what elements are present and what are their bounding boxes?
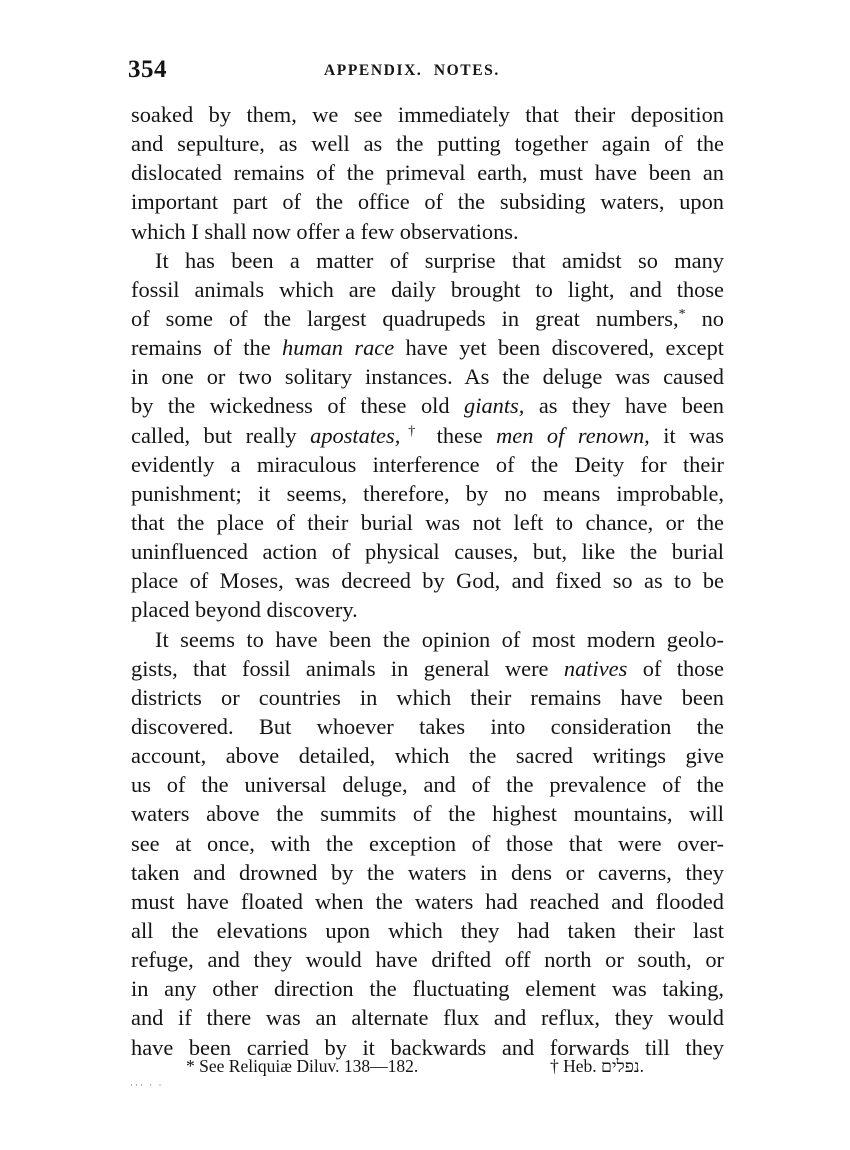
text-line	[131, 391, 724, 420]
body-text	[131, 100, 724, 1062]
text-line: It seems to have been the opinion of most modern geolo-	[155, 626, 724, 652]
page-header	[128, 56, 724, 92]
page-number: 354	[128, 56, 167, 83]
text-fragment: these	[423, 422, 497, 448]
text-fragment: of those	[627, 655, 724, 681]
text-line: fossil animals which are daily brought to light, and those	[131, 276, 724, 302]
text-fragment: it was	[649, 422, 725, 448]
text-line: all the elevations upon which they had taken their last	[131, 917, 724, 943]
text-line: dislocated remains of the primeval earth, must have been an	[131, 160, 724, 186]
text-line: discovered. But whoever takes into consideration the	[131, 713, 724, 739]
text-fragment: as they have been	[524, 393, 724, 419]
text-line	[131, 304, 724, 333]
footnote-mark: †	[400, 423, 424, 439]
footnote-2: † Heb. נפלים.	[550, 1056, 644, 1076]
text-line: must have floated when the waters had reached and flooded	[131, 888, 724, 914]
text-line: It has been a matter of surprise that amidst so many	[155, 247, 724, 273]
text-line: have been carried by it backwards and forwards till they	[131, 1034, 724, 1060]
italic-text: men of renown,	[496, 422, 650, 448]
text-line: in one or two solitary instances. As the deluge was caused	[131, 364, 724, 390]
text-line: waters above the summits of the highest mountains, will	[131, 801, 724, 827]
italic-text: giants,	[464, 393, 525, 419]
text-line: soaked by them, we see immediately that their deposition	[131, 102, 724, 127]
text-line: and sepulture, as well as the putting together again of the	[131, 131, 724, 157]
text-fragment: by the wickedness of these old	[131, 393, 450, 419]
text-line: refuge, and they would have drifted off north or south, or	[131, 947, 724, 973]
text-line: taken and drowned by the waters in dens or caverns, they	[131, 859, 724, 885]
text-line: us of the universal deluge, and of the prevalence of the	[131, 772, 724, 798]
text-line: in any other direction the fluctuating element was taking,	[131, 976, 724, 1002]
text-line: and if there was an alternate flux and reflux, they would	[131, 1005, 724, 1031]
italic-text: human race	[282, 335, 395, 361]
text-line: punishment; it seems, therefore, by no means improbable,	[131, 480, 724, 506]
running-head: APPENDIX. NOTES.	[324, 62, 500, 79]
text-line: districts or countries in which their remains have been	[131, 684, 724, 710]
text-fragment: no	[685, 305, 724, 331]
footnote-1: * See Reliquiæ Diluv. 138—182.	[186, 1056, 419, 1076]
text-fragment: remains of the	[131, 335, 271, 361]
text-line: important part of the office of the subsiding waters, upon	[131, 189, 724, 215]
text-line: placed beyond discovery.	[131, 597, 358, 623]
text-fragment: of some of the largest quadrupeds in great numbers,	[131, 305, 679, 331]
text-line	[131, 654, 724, 683]
italic-text: natives	[563, 655, 628, 681]
italic-text: apostates,	[310, 422, 401, 448]
text-fragment: called, but really	[131, 422, 297, 448]
text-line	[131, 421, 724, 450]
text-line: see at once, with the exception of those that were over-	[131, 830, 724, 856]
text-line: evidently a miraculous interference of the Deity for their	[131, 451, 724, 477]
text-line: place of Moses, was decreed by God, and fixed so as to be	[131, 568, 724, 594]
printing-speck: ··· · ·	[130, 1080, 164, 1090]
text-fragment: gists, that fossil animals in general were	[131, 655, 549, 681]
footnote-mark: *	[678, 306, 686, 322]
text-line: that the place of their burial was not left to chance, or the	[131, 509, 724, 535]
text-line: which I shall now offer a few observations.	[131, 218, 519, 244]
text-line: account, above detailed, which the sacred writings give	[131, 743, 724, 769]
text-line	[131, 333, 724, 362]
text-line: uninfluenced action of physical causes, but, like the burial	[131, 539, 724, 565]
footnotes	[186, 1056, 686, 1084]
text-fragment: have yet been discovered, except	[394, 335, 724, 361]
